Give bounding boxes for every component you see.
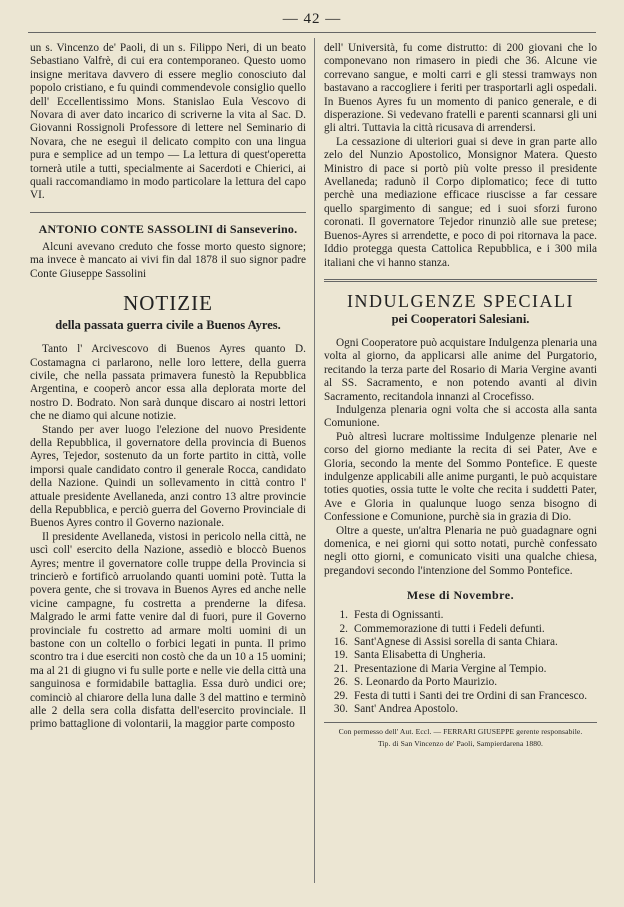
feast-name: Presentazione di Maria Vergine al Tempio. [354, 662, 547, 675]
left-column [30, 42, 306, 732]
list-item [324, 690, 597, 703]
page-number: — 42 — [282, 11, 342, 27]
list-item [324, 703, 597, 716]
feast-day: 21. [333, 662, 348, 675]
feast-day: 26. [333, 676, 348, 689]
paragraph: Stando per aver luogo l'elezione del nuovo Presidente della Repubblica, il governatore della provincia di Buenos Ayres, Tejedor, sostenuto da un forte partito in città, volle imporsi quale candidato contro il generale Rocca, candidato della Nazione. Quindi un sollevamento in città contro l' attuale presidente Avellaneda, anzi contro 13 altre provincie della Repubblica, e perciò guerra del Governo Provinciale di Buenos Ayres contro il Governo nazionale. [30, 423, 306, 530]
paragraph: Ogni Cooperatore può acquistare Indulgenza plenaria una volta al giorno, da applicarsi alle anime del Purgatorio, recitando la terza parte del Rosario di Maria Vergine avanti al SS. Sacramento, e non potendo avanti al divin Sacramento, recitandola innanzi al Crocefisso. [324, 336, 597, 403]
list-item [324, 609, 597, 622]
feast-name: S. Leonardo da Porto Maurizio. [354, 676, 498, 689]
feast-day: 29. [333, 689, 348, 702]
paragraph: un s. Vincenzo de' Paoli, di un s. Filippo Neri, di un beato Sebastiano Valfrè, di cui era contemporaneo. Questo uomo insigne meritava davvero di essere meglio conosciuto dal popolo cristiano, e fu quindi commendevole consiglio quello dell' Eccellentissimo Mons. Stanislao Eula Vescovo di Novara di aver dato incarico di scriverne la vita al Sac. D. Giovanni Rossignoli Professore di lettere nel Seminario di Novara, che ne eseguì il delicato compito con una lingua pura e semplice ad un tempo — La lettura di quest'operetta tornerà utile a tutti, specialmente ai Sacerdoti e Chierici, ai quali raccomandiamo in modo particolare la lettura del capo VI. [30, 42, 306, 202]
indulgenze-title: INDULGENZE SPECIALI [347, 290, 574, 311]
section-separator [324, 279, 597, 282]
paragraph: Oltre a queste, un'altra Plenaria ne può guadagnare ogni domenica, e nei giorni qui sotto notati, purchè confessato negli otto giorni, e comunicato visiti una qualche chiesa, pregandovi secondo l'intenzione del Sommo Pontefice. [324, 524, 597, 577]
feast-day: 2. [339, 622, 348, 635]
feast-name: Sant' Andrea Apostolo. [354, 703, 459, 716]
paragraph: Alcuni avevano creduto che fosse morto questo signore; ma invece è mancato ai vivi fin dal 1878 il suo signor padre Conte Giuseppe Sassolini [30, 240, 306, 280]
footer-rule [324, 722, 597, 723]
conte-heading: ANTONIO CONTE SASSOLINI di Sanseverino. [38, 221, 298, 236]
feast-day: 16. [333, 636, 348, 649]
list-item [324, 636, 597, 649]
notizie-subtitle: della passata guerra civile a Buenos Ayres. [55, 318, 281, 333]
feast-name: Festa di Ognissanti. [354, 609, 444, 622]
feast-name: Santa Elisabetta di Ungheria. [354, 649, 486, 662]
footer-permission: Con permesso dell' Aut. Eccl. — FERRARI GIUSEPPE gerente responsabile. [338, 727, 583, 737]
right-column [324, 42, 597, 751]
list-item [324, 663, 597, 676]
paragraph: Indulgenza plenaria ogni volta che si accosta alla santa Comunione. [324, 403, 597, 430]
column-divider [314, 38, 315, 883]
footer-printer: Tip. di San Vincenzo de' Paoli, Sampierdarena 1880. [377, 739, 544, 749]
notizie-title: NOTIZIE [123, 291, 213, 316]
feast-name: Commemorazione di tutti i Fedeli defunti. [354, 622, 545, 635]
indulgenze-subtitle: pei Cooperatori Salesiani. [391, 311, 530, 326]
paragraph: Il presidente Avellaneda, vistosi in pericolo nella città, ne uscì coll' esercito della Nazione, assediò e bloccò Buenos Ayres; mentre il governatore colle truppe della Provincia si trincierò e fortificò arruolando quanti uomini potè. Tutta la povera gente, che si trovava in Buenos Ayres ed anche nelle vicine campagne, fu costretta a prenderne la difesa. Malgrado le armi fatte venire dal di fuori, pure il Governo provinciale fu costretto ad armare molti uomini di un bastone con un coltello o forbici legati in punta. Il primo scontro tra i due eserciti non costò che da un 10 a 15 uomini; ma al 21 di giugno vi fu sulle porte e nelle vie della città una sanguinosa e formidabile battaglia. Essa durò undici ore; cominciò al chiarore della luna dalle 3 del mattino e terminò alle 2 della sera colla disfatta dell'esercito provinciale. Il primo battaglione di volontarii, la maggior parte composto [30, 530, 306, 731]
mese-heading: Mese di Novembre. [406, 588, 515, 603]
top-rule [28, 32, 596, 33]
feast-day: 1. [339, 609, 348, 622]
feast-list [324, 609, 597, 716]
paragraph: Può altresì lucrare moltissime Indulgenze plenarie nel corso del giorno mediante la recita di sei Pater, Ave e Gloria, secondo la mente del Sommo Pontefice. E queste indulgenze applicabili alle anime purganti, le può acquistare toties quoties, ossia tutte le volte che recita i suddetti Pater, Ave e Gloria in qualunque luogo senza bisogno di Confessione e Comunione, purchè sia in grazia di Dio. [324, 430, 597, 524]
paragraph: dell' Università, fu come distrutto: di 200 giovani che lo componevano non rimasero in piedi che 36. Alcune vie correvano sangue, e molti carri e gli stessi tramways non bastavano a raccogliere i feriti per trasportarli agli ospedali. In Buenos Ayres fu un momento di panico generale, e di disperazione. Si vedevano fratelli e parenti scannarsi gli uni gli altri. Tuttavia la città ricusava di arrendersi. [324, 42, 597, 135]
list-item [324, 649, 597, 662]
section-separator [30, 212, 306, 213]
list-item [324, 676, 597, 689]
feast-day: 19. [333, 649, 348, 662]
paragraph: La cessazione di ulteriori guai si deve in gran parte allo zelo del Nunzio Apostolico, Monsignor Matera. Questo Ministro di pace si portò più volte presso il presidente Avellaneda; radunò il Corpo diplomatico; fece di tutto perchè una mediazione efficace riuscisse a far cessare quello spargimento di sangue; ed i suoi sforzi furono coronati. Il governatore Tejedor rinunziò alle sue pretese; Buenos-Ayres si arrendette, e poco di poi ritornava la pace. Iddio protegga questa Cattolica Repubblica, e i 300 mila italiani che vi hanno stanza. [324, 135, 597, 269]
list-item [324, 623, 597, 636]
feast-name: Festa di tutti i Santi dei tre Ordini di san Francesco. [354, 689, 588, 702]
feast-name: Sant'Agnese di Assisi sorella di santa Chiara. [354, 636, 558, 649]
feast-day: 30. [333, 703, 348, 716]
paragraph: Tanto l' Arcivescovo di Buenos Ayres quanto D. Costamagna ci parlarono, nelle loro lettere, della guerra civile, che nella passata primavera funestò la Repubblica Argentina, e cooperò ancor essa alla deplorata morte del nostro D. Bodrato. Non sarà dunque discaro ai nostri lettori che ne diamo qui alcune notizie. [30, 343, 306, 423]
